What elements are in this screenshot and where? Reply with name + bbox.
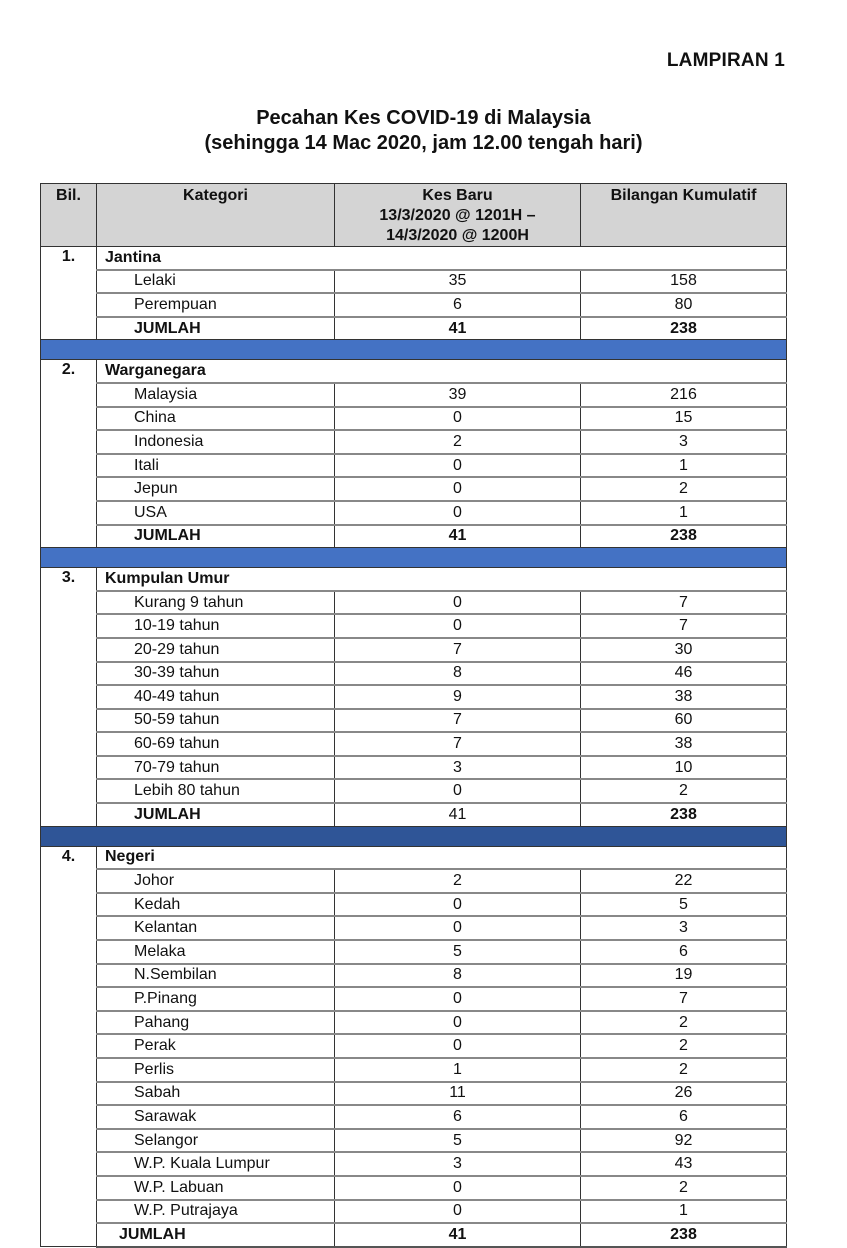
row-cumulative: 38 [581,732,787,756]
total-label: JUMLAH [97,803,335,826]
total-row [41,803,787,826]
row-label: 50-59 tahun [97,709,335,733]
header-kumulatif: Bilangan Kumulatif [581,184,787,247]
row-cumulative: 80 [581,293,787,317]
row-label: Kelantan [97,916,335,940]
row-new-cases: 0 [335,407,581,431]
row-cumulative: 43 [581,1152,787,1176]
total-label: JUMLAH [97,317,335,340]
row-label: Sabah [97,1082,335,1106]
separator-bar [41,826,787,846]
row-cumulative: 2 [581,1034,787,1058]
total-cumulative: 238 [581,803,787,826]
row-label: 30-39 tahun [97,662,335,686]
table-row [41,964,787,988]
table-row [41,383,787,407]
row-cumulative: 3 [581,916,787,940]
total-row [41,317,787,340]
row-label: Jepun [97,477,335,501]
table-row [41,591,787,615]
row-cumulative: 92 [581,1129,787,1153]
section-header-row [41,846,787,869]
row-cumulative: 3 [581,430,787,454]
row-new-cases: 0 [335,1011,581,1035]
row-cumulative: 22 [581,869,787,893]
row-label: Indonesia [97,430,335,454]
row-cumulative: 26 [581,1082,787,1106]
row-label: China [97,407,335,431]
row-new-cases: 8 [335,964,581,988]
row-cumulative: 46 [581,662,787,686]
row-cumulative: 10 [581,756,787,780]
row-new-cases: 0 [335,916,581,940]
table-row [41,454,787,478]
section-separator [41,340,787,360]
row-cumulative: 2 [581,779,787,803]
row-label: 60-69 tahun [97,732,335,756]
table-header-row [41,184,787,247]
total-cumulative: 238 [581,1223,787,1247]
row-new-cases: 7 [335,638,581,662]
row-label: W.P. Kuala Lumpur [97,1152,335,1176]
row-cumulative: 19 [581,964,787,988]
total-new-cases: 41 [335,525,581,548]
document-title: Pecahan Kes COVID-19 di Malaysia [256,107,591,129]
row-label: 20-29 tahun [97,638,335,662]
row-new-cases: 0 [335,591,581,615]
row-cumulative: 30 [581,638,787,662]
table-row [41,756,787,780]
row-new-cases: 8 [335,662,581,686]
row-new-cases: 0 [335,987,581,1011]
row-new-cases: 0 [335,779,581,803]
row-new-cases: 0 [335,893,581,917]
table-row [41,732,787,756]
table-row [41,940,787,964]
table-row [41,1105,787,1129]
separator-bar [41,548,787,568]
row-cumulative: 15 [581,407,787,431]
table-row [41,407,787,431]
table-row [41,709,787,733]
row-label: Perempuan [97,293,335,317]
row-label: Perlis [97,1058,335,1082]
row-label: 70-79 tahun [97,756,335,780]
document-subtitle: (sehingga 14 Mac 2020, jam 12.00 tengah hari) [204,132,643,154]
table-row [41,869,787,893]
table-row [41,1129,787,1153]
row-label: P.Pinang [97,987,335,1011]
row-new-cases: 6 [335,1105,581,1129]
table-row [41,893,787,917]
section-title: Jantina [97,247,787,270]
table-row [41,779,787,803]
row-label: Lebih 80 tahun [97,779,335,803]
row-new-cases: 6 [335,293,581,317]
section-number: 3. [41,568,97,827]
table-row [41,685,787,709]
row-label: Melaka [97,940,335,964]
row-new-cases: 3 [335,756,581,780]
row-cumulative: 6 [581,940,787,964]
section-title: Kumpulan Umur [97,568,787,591]
annex-label: LAMPIRAN 1 [666,50,785,71]
total-label: JUMLAH [97,525,335,548]
header-kes-baru-title: Kes Baru [422,187,493,204]
row-label: 40-49 tahun [97,685,335,709]
table-row [41,987,787,1011]
row-cumulative: 7 [581,987,787,1011]
row-new-cases: 7 [335,709,581,733]
total-cumulative: 238 [581,317,787,340]
table-row [41,1082,787,1106]
section-separator [41,826,787,846]
section-header-row [41,360,787,383]
row-label: N.Sembilan [97,964,335,988]
total-new-cases: 41 [335,1223,581,1247]
row-cumulative: 5 [581,893,787,917]
table-row [41,1152,787,1176]
row-cumulative: 1 [581,1200,787,1224]
row-label: W.P. Putrajaya [97,1200,335,1224]
row-new-cases: 39 [335,383,581,407]
total-row [41,1223,787,1247]
row-cumulative: 2 [581,1011,787,1035]
table-row [41,430,787,454]
table-row [41,1176,787,1200]
row-label: USA [97,501,335,525]
row-cumulative: 2 [581,477,787,501]
row-label: Perak [97,1034,335,1058]
section-separator [41,548,787,568]
total-new-cases: 41 [335,317,581,340]
table-row [41,293,787,317]
table-row [41,477,787,501]
table-row [41,662,787,686]
table-row [41,614,787,638]
row-cumulative: 38 [581,685,787,709]
section-title: Warganegara [97,360,787,383]
table-row [41,1011,787,1035]
row-new-cases: 0 [335,1176,581,1200]
row-label: Johor [97,869,335,893]
section-number: 1. [41,247,97,340]
header-kes-baru-to: 14/3/2020 @ 1200H [386,227,529,244]
row-new-cases: 0 [335,501,581,525]
row-new-cases: 11 [335,1082,581,1106]
total-label: JUMLAH [97,1223,335,1247]
row-label: Itali [97,454,335,478]
row-cumulative: 1 [581,454,787,478]
row-new-cases: 0 [335,454,581,478]
row-cumulative: 60 [581,709,787,733]
section-number: 2. [41,360,97,548]
row-label: Kedah [97,893,335,917]
table-row [41,501,787,525]
row-new-cases: 2 [335,430,581,454]
separator-bar [41,340,787,360]
header-kategori: Kategori [97,184,335,247]
header-kes-baru [335,184,581,247]
header-bil: Bil. [41,184,97,247]
total-new-cases: 41 [335,803,581,826]
header-kes-baru-from: 13/3/2020 @ 1201H – [379,207,536,224]
total-row [41,525,787,548]
table-row [41,270,787,294]
row-cumulative: 216 [581,383,787,407]
row-cumulative: 7 [581,591,787,615]
row-label: Lelaki [97,270,335,294]
covid-cases-table [40,183,787,1248]
table-row [41,1034,787,1058]
table-row [41,638,787,662]
row-cumulative: 1 [581,501,787,525]
row-new-cases: 35 [335,270,581,294]
total-cumulative: 238 [581,525,787,548]
section-title: Negeri [97,846,787,869]
section-header-row [41,247,787,270]
row-new-cases: 0 [335,1034,581,1058]
row-cumulative: 158 [581,270,787,294]
row-cumulative: 2 [581,1058,787,1082]
row-new-cases: 9 [335,685,581,709]
row-new-cases: 3 [335,1152,581,1176]
row-new-cases: 0 [335,614,581,638]
row-new-cases: 0 [335,1200,581,1224]
table-row [41,1058,787,1082]
row-label: Selangor [97,1129,335,1153]
row-new-cases: 5 [335,940,581,964]
table-row [41,916,787,940]
row-new-cases: 0 [335,477,581,501]
row-cumulative: 6 [581,1105,787,1129]
row-cumulative: 2 [581,1176,787,1200]
section-header-row [41,568,787,591]
row-label: 10-19 tahun [97,614,335,638]
row-label: Malaysia [97,383,335,407]
row-new-cases: 7 [335,732,581,756]
section-number: 4. [41,846,97,1247]
row-label: Sarawak [97,1105,335,1129]
row-cumulative: 7 [581,614,787,638]
row-label: W.P. Labuan [97,1176,335,1200]
row-label: Pahang [97,1011,335,1035]
row-new-cases: 1 [335,1058,581,1082]
row-new-cases: 2 [335,869,581,893]
row-new-cases: 5 [335,1129,581,1153]
row-label: Kurang 9 tahun [97,591,335,615]
